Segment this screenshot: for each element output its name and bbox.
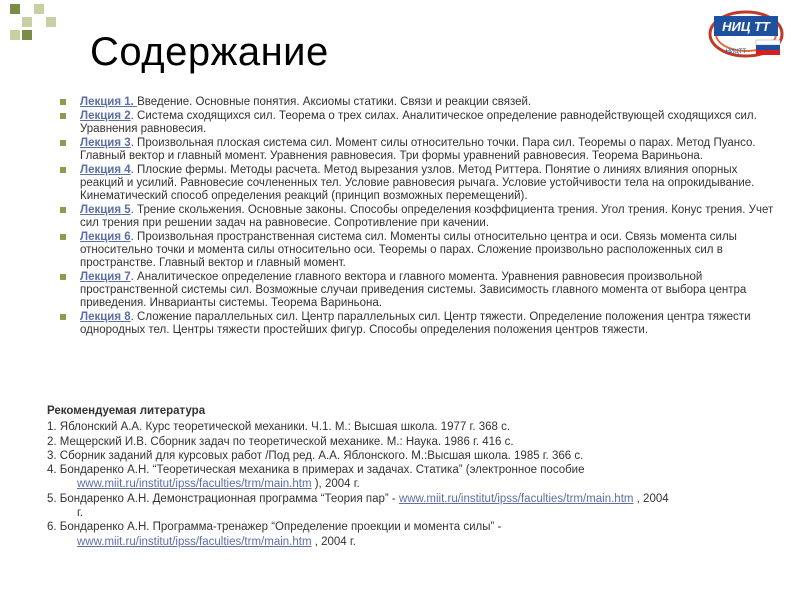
- literature-item: [47, 463, 782, 492]
- lecture-list: [60, 96, 782, 338]
- bullet-icon: [60, 207, 66, 213]
- page-title: Содержание: [90, 30, 329, 74]
- literature-text: 5. Бондаренко А.Н. Демонстрационная программа “Теория пар” -: [47, 492, 399, 505]
- literature-link[interactable]: www.miit.ru/institut/ipss/faculties/trm/main.htm: [77, 535, 312, 548]
- svg-text:НИЦ ТТ: НИЦ ТТ: [722, 19, 770, 34]
- literature-text: 6. Бондаренко А.Н. Программа-тренажер “Определение проекции и момента силы” -: [47, 521, 502, 534]
- lecture-text: . Трение скольжения. Основные законы. Способы определения коэффициента трения. Угол трения. Конус трения. Учет сил трения при решении задач на равновесие. Сопротивление при качении.: [80, 204, 774, 229]
- decorative-squares: [0, 0, 70, 60]
- bullet-icon: [60, 314, 66, 320]
- literature-section: [47, 404, 782, 549]
- bullet-icon: [60, 274, 66, 280]
- lecture-text: Введение. Основные понятия. Аксиомы статики. Связи и реакции связей.: [137, 96, 532, 108]
- lecture-text: . Система сходящихся сил. Теорема о трех силах. Аналитическое определение равнодействующей сходящихся сил. Уравнения равновесия.: [80, 110, 757, 135]
- literature-item: [47, 492, 782, 521]
- lecture-text: . Сложение параллельных сил. Центр параллельных сил. Центр тяжести. Определение положения центра тяжести однородных тел. Центры тяжести простейших фигур. Способы определения положения центров тяжести.: [80, 311, 751, 336]
- square-light: [10, 30, 20, 40]
- bullet-icon: [60, 99, 66, 105]
- literature-continuation: г.: [77, 507, 83, 520]
- lecture-link[interactable]: Лекция 5: [80, 204, 131, 216]
- lecture-link[interactable]: Лекция 3: [80, 137, 131, 149]
- lecture-link[interactable]: Лекция 8: [80, 311, 131, 323]
- lecture-text: . Аналитическое определение главного вектора и главного момента. Уравнения равновесия произвольной пространственной системы сил. Возможные случаи приведения системы. Зависимость главного момента от выбора центра приведения. Инварианты системы. Теорема Вариньона.: [80, 271, 747, 309]
- square-dark: [10, 4, 20, 14]
- square-light: [46, 17, 56, 27]
- lecture-text: . Произвольная пространственная система сил. Моменты силы относительно центра и оси. Связь момента силы относительно точки и момента силы относительно оси. Теоремы о парах. Сложение произвольно расположенных сил в пространстве. Главный вектор и главный момент.: [80, 231, 737, 269]
- literature-item: [47, 520, 782, 549]
- literature-continuation: [47, 535, 782, 549]
- literature-link[interactable]: www.miit.ru/institut/ipss/faculties/trm/main.htm: [398, 492, 634, 505]
- lecture-link[interactable]: Лекция 6: [80, 231, 131, 243]
- literature-item: 3. Сборник заданий для курсовых работ /Под ред. А.А. Яблонского. М.:Высшая школа. 1985 г. 366 с.: [47, 449, 584, 462]
- bullet-icon: [60, 140, 66, 146]
- lecture-item: [60, 271, 782, 310]
- literature-text: 4. Бондаренко А.Н. “Теоретическая механика в примерах и задачах. Статика” (электронное пособие: [47, 464, 585, 477]
- svg-text:НИЦТТ: НИЦТТ: [725, 49, 746, 55]
- literature-tail: ), 2004 г.: [311, 478, 360, 491]
- literature-item: 1. Яблонский А.А. Курс теоретической механики. Ч.1. М.: Высшая школа. 1977 г. 368 с.: [47, 421, 511, 434]
- square-light: [22, 17, 32, 27]
- literature-tail: , 2004: [633, 492, 669, 505]
- lecture-item: [60, 137, 782, 163]
- square-dark: [22, 30, 32, 40]
- lecture-link[interactable]: Лекция 1.: [80, 96, 138, 108]
- literature-item: 2. Мещерский И.В. Сборник задач по теоретической механике. М.: Наука. 1986 г. 416 с.: [47, 435, 514, 448]
- lecture-text: . Плоские фермы. Методы расчета. Метод вырезания узлов. Метод Риттера. Понятие о линиях влияния опорных реакций и усилий. Равновесие сочлененных тел. Условие равновесия рычага. Условие устойчивости тела на опрокидывание. Кинематический способ определения реакций (принцип возможных перемещений).: [80, 164, 755, 202]
- bullet-icon: [60, 113, 66, 119]
- literature-tail: , 2004 г.: [311, 535, 356, 548]
- lecture-item: [60, 204, 782, 230]
- lecture-link[interactable]: Лекция 7: [80, 271, 131, 283]
- literature-heading: Рекомендуемая литература: [47, 405, 206, 417]
- lecture-link[interactable]: Лекция 2: [80, 110, 131, 122]
- lecture-item: [60, 231, 782, 270]
- niitt-logo: [706, 8, 786, 60]
- lecture-item: [60, 96, 782, 109]
- lecture-link[interactable]: Лекция 4: [80, 164, 131, 176]
- lecture-item: [60, 164, 782, 203]
- lecture-item: [60, 110, 782, 136]
- square-light: [34, 4, 44, 14]
- literature-link[interactable]: www.miit.ru/institut/ipss/faculties/trm/main.htm: [77, 478, 312, 491]
- bullet-icon: [60, 234, 66, 240]
- literature-continuation: [47, 477, 782, 491]
- bullet-icon: [60, 167, 66, 173]
- lecture-item: [60, 311, 782, 337]
- lecture-text: . Произвольная плоская система сил. Момент силы относительно точки. Пара сил. Теоремы о парах. Метод Пуансо. Главный вектор и главный момент. Уравнения равновесия. Три формы уравнений равновесия. Теорема Вариньона.: [80, 137, 756, 162]
